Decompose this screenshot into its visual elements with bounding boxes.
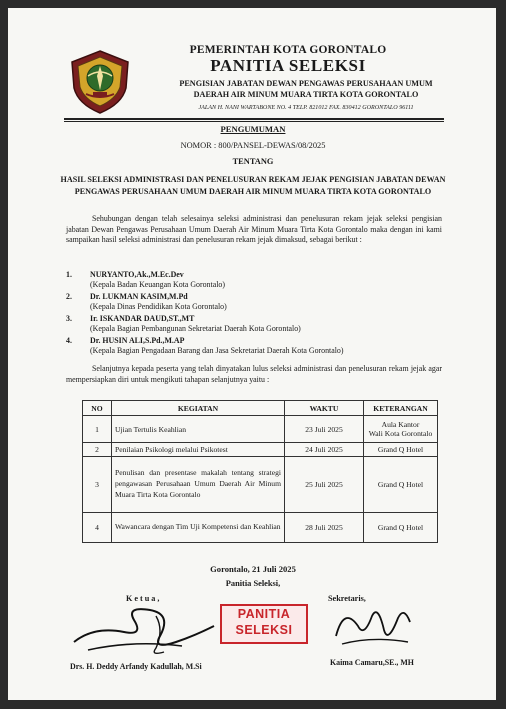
candidate-number: 4.: [66, 336, 72, 345]
secretary-signature-icon: [328, 596, 416, 654]
list-item: [66, 314, 446, 336]
header-divider: [64, 118, 444, 120]
announcement-heading: PENGUMUMAN: [220, 124, 286, 134]
row-time: 28 Juli 2025: [285, 513, 364, 543]
place-date: Gorontalo, 21 Juli 2025: [210, 564, 296, 574]
table-row: [83, 443, 438, 457]
announcement-about: TENTANG: [232, 157, 274, 166]
intro-paragraph: Sehubungan dengan telah selesainya seleksi administrasi dan penelusuran rekam jejak seleksi pengisian jabatan Dewan Pengawas Perusahaan Umum Daerah Air Minum Muara Tirta Kota Gorontalo maka dengan ini kami sampaikan hasil seleksi administrasi dan penelusuran rekam jejak dimaksud, sebagai berikut :: [66, 214, 442, 245]
stamp-line-2: SELEKSI: [235, 623, 293, 637]
candidate-number: 1.: [66, 270, 72, 279]
chair-name: Drs. H. Deddy Arfandy Kadullah, M.Si: [70, 662, 202, 671]
row-note-line-2: Wali Kota Gorontalo: [368, 429, 433, 438]
candidate-role: (Kepala Dinas Pendidikan Kota Gorontalo): [90, 302, 227, 311]
row-activity: Ujian Tertulis Keahlian: [112, 416, 285, 443]
table-row: [83, 416, 438, 443]
subtitle-line-2: DAERAH AIR MINUM MUARA TIRTA KOTA GORONTALO: [193, 90, 419, 99]
row-activity: Penilaian Psikologi melalui Psikotest: [112, 443, 285, 457]
schedule-table: [82, 400, 438, 543]
header-time: WAKTU: [285, 401, 364, 416]
list-item: [66, 336, 446, 358]
announcement-number: NOMOR : 800/PANSEL-DEWAS/08/2025: [180, 141, 326, 150]
row-no: 2: [83, 443, 112, 457]
announcement-title: HASIL SELEKSI ADMINISTRASI DAN PENELUSURAN REKAM JEJAK PENGISIAN JABATAN DEWAN PENGAWAS PERUSAHAAN UMUM DAERAH AIR MINUM MUARA TIRTA KOTA GORONTALO: [60, 175, 446, 196]
list-item: [66, 270, 446, 292]
header-no: NO: [83, 401, 112, 416]
city-emblem-icon: [66, 48, 134, 116]
row-note: [364, 416, 438, 443]
row-time: 23 Juli 2025: [285, 416, 364, 443]
row-activity: Penulisan dan presentase makalah tentang strategi pengawasan Perusahaan Umum Daerah Air Minum Muara Tirta Kota Gorontalo: [112, 457, 285, 513]
table-row: [83, 457, 438, 513]
row-note-line-1: Aula Kantor: [381, 420, 420, 429]
row-no: 4: [83, 513, 112, 543]
row-time: 25 Juli 2025: [285, 457, 364, 513]
candidate-name: NURYANTO,Ak.,M.Ec.Dev: [90, 270, 184, 279]
row-time: 24 Juli 2025: [285, 443, 364, 457]
row-note: Grand Q Hotel: [364, 513, 438, 543]
chair-label: Ketua,: [126, 594, 162, 603]
candidate-name: Ir. ISKANDAR DAUD,ST.,MT: [90, 314, 195, 323]
list-item: [66, 292, 446, 314]
letterhead: [8, 34, 496, 126]
government-name: PEMERINTAH KOTA GORONTALO: [189, 44, 387, 56]
row-activity: Wawancara dengan Tim Uji Kompetensi dan Keahlian: [112, 513, 285, 543]
table-row: [83, 513, 438, 543]
header-divider-thin: [64, 121, 444, 122]
row-note: Grand Q Hotel: [364, 457, 438, 513]
candidate-role: (Kepala Bagian Pembangunan Sekretariat Daerah Kota Gorontalo): [90, 324, 301, 333]
candidate-number: 2.: [66, 292, 72, 301]
secretary-name: Kaima Camaru,SE., MH: [330, 658, 414, 667]
candidate-role: (Kepala Bagian Pengadaan Barang dan Jasa Sekretariat Daerah Kota Gorontalo): [90, 346, 344, 355]
candidate-name: Dr. LUKMAN KASIM,M.Pd: [90, 292, 188, 301]
candidate-name: Dr. HUSIN ALI,S.Pd.,M.AP: [90, 336, 185, 345]
document-page: [8, 8, 496, 700]
stamp-line-1: PANITIA: [237, 607, 291, 621]
address-line: JALAN H. NANI WARTABONE NO. 4 TELP. 821012 FAX. 830412 GORONTALO 96111: [198, 105, 414, 111]
header-activity: KEGIATAN: [112, 401, 285, 416]
subtitle-line-1: PENGISIAN JABATAN DEWAN PENGAWAS PERUSAHAAN UMUM: [179, 79, 433, 88]
committee-name: PANITIA SELEKSI: [210, 56, 366, 75]
committee-stamp: [220, 604, 308, 644]
chair-signature-icon: [64, 596, 224, 660]
secretary-label: Sekretaris,: [328, 594, 366, 603]
table-header-row: [83, 401, 438, 416]
row-no: 1: [83, 416, 112, 443]
row-note: Grand Q Hotel: [364, 443, 438, 457]
candidate-list: [66, 270, 446, 358]
candidate-role: (Kepala Badan Keuangan Kota Gorontalo): [90, 280, 225, 289]
header-note: KETERANGAN: [364, 401, 438, 416]
closing-paragraph: Selanjutnya kepada peserta yang telah dinyatakan lulus seleksi administrasi dan penelusuran rekam jejak agar mempersiapkan diri untuk mengikuti tahapan selanjutnya yaitu :: [66, 364, 442, 384]
candidate-number: 3.: [66, 314, 72, 323]
signature-committee: Panitia Seleksi,: [225, 579, 281, 588]
row-no: 3: [83, 457, 112, 513]
